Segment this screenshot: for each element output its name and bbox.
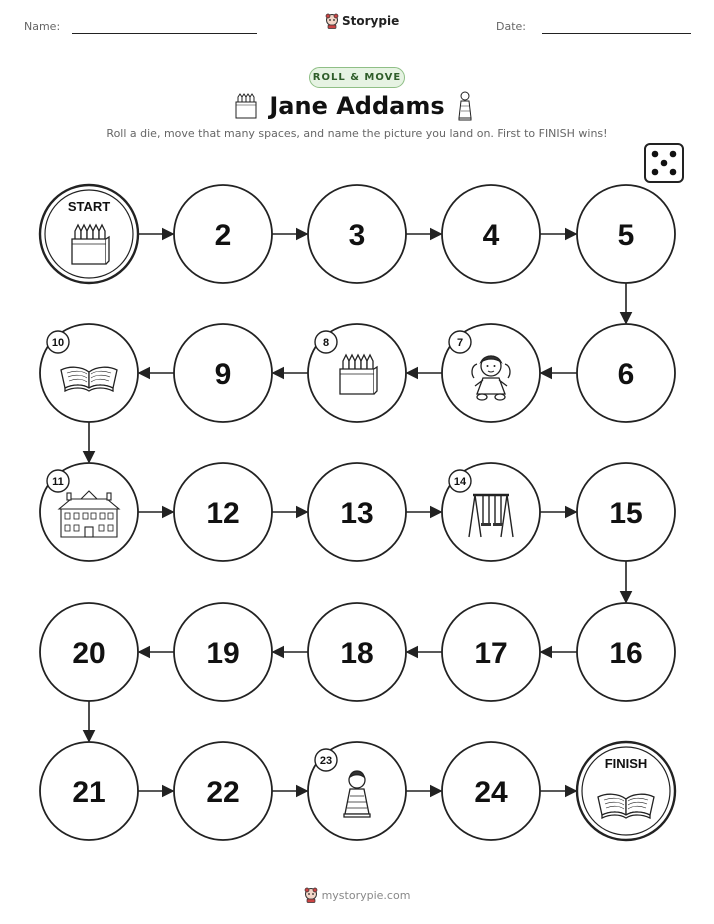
space-number: 15 (609, 497, 643, 530)
finish-label: FINISH (604, 756, 648, 771)
space-number: 10 (51, 337, 65, 349)
crayons-icon (72, 225, 109, 264)
space-number: 3 (348, 219, 366, 252)
board-space-3[interactable] (308, 185, 406, 283)
space-number: 12 (206, 497, 240, 530)
space-number: 5 (617, 219, 635, 252)
instructions: Roll a die, move that many spaces, and name the picture you land on. First to FINISH wins! (106, 127, 608, 140)
space-number: 21 (72, 776, 106, 809)
board-space-12[interactable] (174, 463, 272, 561)
board-space-22[interactable] (174, 742, 272, 840)
space-number: 7 (456, 337, 464, 349)
board-space-16[interactable] (577, 603, 675, 701)
space-number: 16 (609, 637, 643, 670)
board-space-10[interactable] (40, 324, 138, 422)
start-label: START (67, 199, 111, 214)
space-number: 13 (340, 497, 374, 530)
board-space-4[interactable] (442, 185, 540, 283)
crayons-icon (340, 355, 377, 394)
space-number: 2 (214, 219, 232, 252)
board-space-9[interactable] (174, 324, 272, 422)
name-label: Name: (24, 20, 61, 33)
footer-url: mystorypie.com (321, 888, 411, 902)
board-space-13[interactable] (308, 463, 406, 561)
board-spaces (40, 185, 675, 840)
board-space-1[interactable] (40, 185, 138, 283)
space-number: 6 (617, 358, 635, 391)
board-space-11[interactable] (40, 463, 138, 561)
board-space-18[interactable] (308, 603, 406, 701)
space-number: 18 (340, 637, 374, 670)
brand-name: Storypie (342, 14, 400, 28)
board-space-6[interactable] (577, 324, 675, 422)
space-number: 8 (322, 337, 330, 349)
board-space-21[interactable] (40, 742, 138, 840)
board-space-17[interactable] (442, 603, 540, 701)
date-label: Date: (496, 20, 526, 33)
space-number: 22 (206, 776, 240, 809)
space-number: 17 (474, 637, 508, 670)
space-number: 14 (453, 476, 467, 488)
storypie-mascot-icon (304, 887, 318, 903)
space-number: 19 (206, 637, 240, 670)
board-space-25[interactable] (577, 742, 675, 840)
board-space-7[interactable] (442, 324, 540, 422)
board-space-23[interactable] (308, 742, 406, 840)
board-space-8[interactable] (308, 324, 406, 422)
board-space-14[interactable] (442, 463, 540, 561)
board-space-24[interactable] (442, 742, 540, 840)
space-number: 23 (319, 755, 333, 767)
activity-badge: ROLL & MOVE (309, 67, 405, 88)
space-number: 20 (72, 637, 106, 670)
board-space-20[interactable] (40, 603, 138, 701)
board-space-19[interactable] (174, 603, 272, 701)
space-number: 4 (482, 219, 500, 252)
board-space-15[interactable] (577, 463, 675, 561)
space-number: 24 (474, 776, 508, 809)
footer (0, 887, 714, 903)
space-number: 9 (214, 358, 232, 391)
board-space-5[interactable] (577, 185, 675, 283)
board-space-2[interactable] (174, 185, 272, 283)
page-title: Jane Addams (269, 92, 445, 120)
hull-house-icon (59, 491, 119, 537)
space-number: 11 (52, 476, 64, 488)
